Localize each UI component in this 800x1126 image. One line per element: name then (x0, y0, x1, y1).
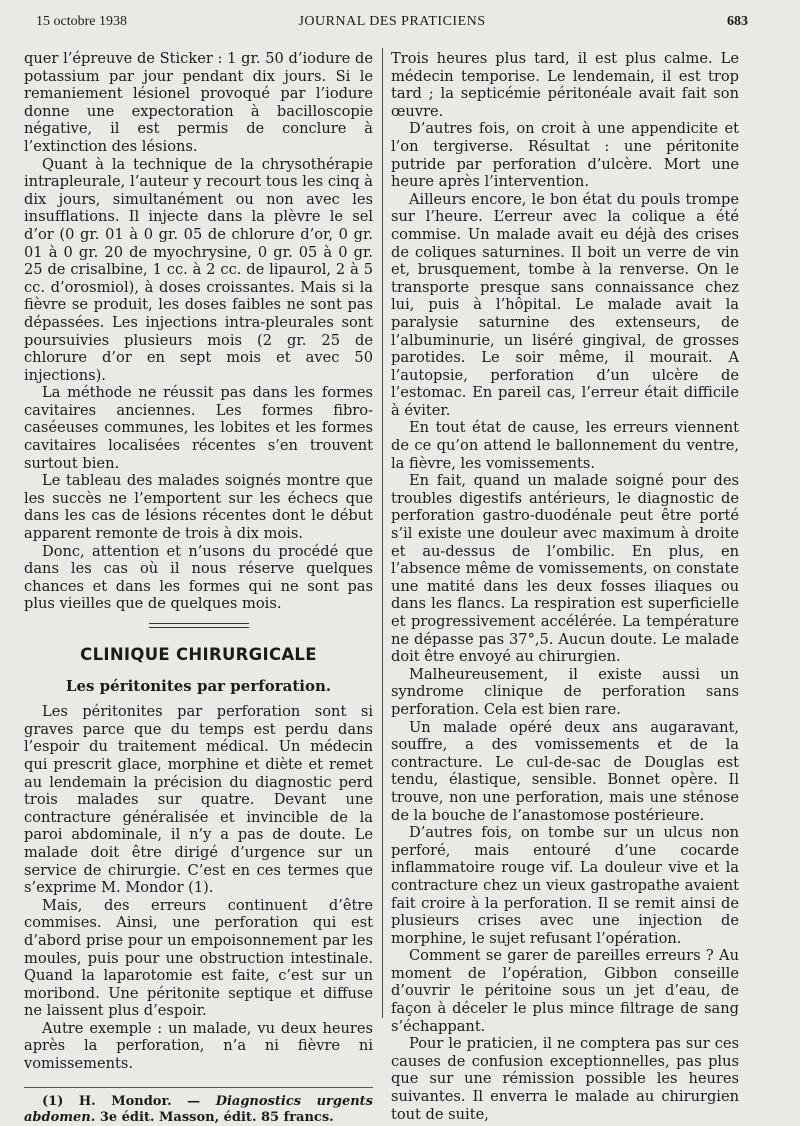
footnote-book-title: Diagnostics urgents abdomen. (24, 1093, 374, 1125)
paragraph: quer l’épreuve de Sticker : 1 gr. 50 d’iodure de potassium par jour pendant dix jours. Si le remaniement lésionel provoqué par l’iodure donne une expectoration à bacilloscopie négative, il est permis de conclure à l’extinction des lésions. (24, 50, 373, 155)
section-title: CLINIQUE CHIRURGICALE (80, 645, 317, 664)
footnote (24, 1094, 373, 1126)
paragraph: D’autres fois, on tombe sur un ulcus non perforé, mais entouré d’une cocarde inflammatoire rouge vif. La douleur vive et la contracture chez un vieux gastropathe avaient fait croire à la perforation. Il se remit ainsi de plusieurs crises avec une injection de morphine, le sujet refusant l’opération. (391, 824, 739, 947)
paragraph: Autre exemple : un malade, vu deux heures après la perforation, n’a ni fièvre ni vomissements. (24, 1019, 373, 1073)
paragraph: En tout état de cause, les erreurs viennent de ce qu’on attend le ballonnement du ventre, la fièvre, les vomissements. (391, 419, 739, 472)
paragraph: D’autres fois, on croit à une appendicite et l’on tergiverse. Résultat : une péritonite putride par perforation d’ulcère. Mort une heure après l’intervention. (391, 120, 739, 191)
article-title: Les péritonites par perforation. (65, 676, 332, 695)
page-header (36, 14, 748, 36)
journal-title: JOURNAL DES PRATICIENS (298, 14, 486, 29)
column-rule (382, 48, 383, 1018)
paragraph: Un malade opéré deux ans augaravant, souffre, a des vomissements et de la contracture. Le cul-de-sac de Douglas est tendu, élastique, sensible. Bonnet opère. Il trouve, non une perforation, mais une sténose de la bouche de l’anastomose postérieure. (391, 718, 739, 824)
footnote-publisher: 3e édit. Masson, édit. 85 francs. (99, 1109, 334, 1125)
paragraph: Ailleurs encore, le bon état du pouls trompe sur l’heure. L’erreur avec la colique a été commise. Un malade avait eu déjà des crises de coliques saturnines. Il boit un verre de vin et, brusquement, tombe à la renverse. On le transporte presque sans connaissance chez lui, puis à l’hôpital. Le malade avait la paralysie saturnine des extenseurs, de l’albuminurie, un liséré gingival, de grosses parotides. Le soir même, il mourait. A l’autopsie, perforation d’un ulcère de l’estomac. En pareil cas, l’erreur était difficile à éviter. (391, 190, 739, 419)
paragraph: Pour le praticien, il ne comptera pas sur ces causes de confusion exceptionnelles, pas plus que sur une rémission possible les heures suivantes. Il enverra le malade au chirurgien tout de suite, (391, 1035, 739, 1123)
paragraph: Donc, attention et n’usons du procédé que dans les cas où il nous réserve quelques chances et dans les formes qui ne sont pas plus vieilles que de quelques mois. (24, 542, 373, 613)
issue-date: 15 octobre 1938 (36, 14, 127, 29)
paragraph: Trois heures plus tard, il est plus calme. Le médecin temporise. Le lendemain, il est trop tard ; la septicémie péritonéale avait fait son œuvre. (391, 50, 739, 120)
section-divider (149, 623, 249, 628)
paragraph: La méthode ne réussit pas dans les formes cavitaires anciennes. Les formes fibro-caséeuses communes, les lobites et les formes cavitaires localisées récentes s’en trouvent surtout bien. (24, 384, 373, 472)
footnote-divider (24, 1087, 373, 1088)
paragraph: Comment se garer de pareilles erreurs ? Au moment de l’opération, Gibbon conseille d’ouvrir le péritoine sous un jet d’eau, de façon à déceler le plus mince filtrage de sang s’échappant. (391, 947, 739, 1035)
paragraph: Malheureusement, il existe aussi un syndrome clinique de perforation sans perforation. Cela est bien rare. (391, 665, 739, 718)
left-column (24, 50, 373, 1126)
paragraph: Le tableau des malades soignés montre que les succès ne l’emportent sur les échecs que dans les cas de lésions récentes dont le début apparent remonte de trois à dix mois. (24, 472, 373, 543)
paragraph: En fait, quand un malade soigné pour des troubles digestifs antérieurs, le diagnostic de perforation gastro-duodénale peut être porté s’il existe une douleur avec maximum à droite et au-dessus de l’ombilic. En plus, en l’absence même de vomissements, on constate une matité dans les deux fosses iliaques ou dans les flancs. La respiration est superficielle et progressivement accélérée. La température ne dépasse pas 37°,5. Aucun doute. Le malade doit être envoyé au chirurgien. (391, 472, 739, 666)
right-column (391, 50, 739, 1123)
paragraph: Quant à la technique de la chrysothérapie intrapleurale, l’auteur y recourt tous les cinq à dix jours, simultanément ou non avec les insufflations. Il injecte dans la plèvre le sel d’or (0 gr. 01 à 0 gr. 05 de chlorure d’or, 0 gr. 01 à 0 gr. 20 de myochrysine, 0 gr. 05 à 0 gr. 25 de crisalbine, 1 cc. à 2 cc. de lipaurol, 2 à 5 cc. d’orosmiol), à doses croissantes. Mais si la fièvre se produit, les doses faibles ne sont pas dépassées. Les injections intra-pleurales sont poursuivies plusieurs mois (2 gr. 25 de chlorure d’or en sept mois et avec 50 injections). (24, 155, 373, 384)
page-number: 683 (727, 14, 748, 29)
paragraph: Les péritonites par perforation sont si graves parce que du temps est perdu dans l’espoir du traitement médical. Un médecin qui prescrit glace, morphine et diète et remet au lendemain la précision du diagnostic perd trois malades sur quatre. Devant une contracture généralisée et invincible de la paroi abdominale, il n’y a pas de doute. Le malade doit être dirigé d’urgence sur un service de chirurgie. C’est en ces termes que s’exprime M. Mondor (1). (24, 703, 373, 897)
footnote-ref: (1) H. Mondor. — (42, 1093, 201, 1109)
paragraph: Mais, des erreurs continuent d’être commises. Ainsi, une perforation qui est d’abord prise pour un empoisonnement par les moules, puis pour une obstruction intestinale. Quand la laparotomie est faite, c’est sur un moribond. Une péritonite septique et diffuse ne laissent plus d’espoir. (24, 896, 373, 1020)
